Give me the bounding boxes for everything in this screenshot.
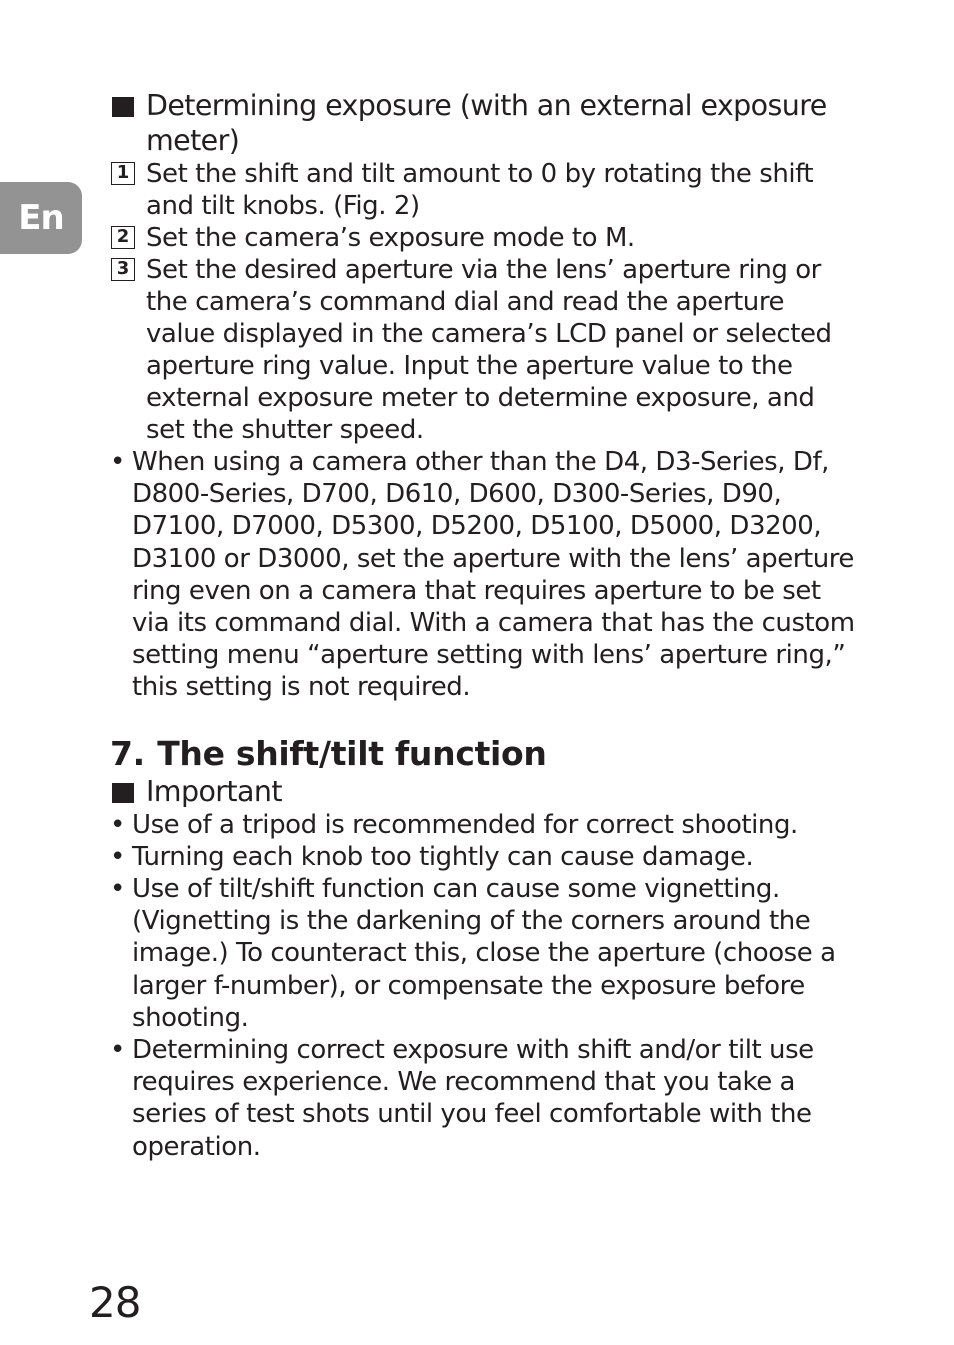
bullet-dot: • bbox=[110, 1035, 125, 1066]
page-number: 28 bbox=[89, 1278, 141, 1327]
bullet-dot: • bbox=[110, 809, 125, 840]
section-title-text: The shift/tilt function bbox=[157, 733, 547, 773]
step-2 bbox=[110, 222, 855, 254]
figure-reference: Fig. 2 bbox=[342, 191, 410, 221]
list-item bbox=[110, 809, 855, 841]
step-number-3: 3 bbox=[111, 258, 135, 281]
external-meter-heading bbox=[110, 88, 855, 158]
important-heading bbox=[110, 774, 855, 809]
list-item-text: Determining correct exposure with shift and/or tilt use requires experience. We recommend that you take a series of test shots until you feel comfortable with the operation. bbox=[132, 1035, 814, 1162]
important-heading-text: Important bbox=[146, 774, 282, 808]
step-3 bbox=[110, 254, 855, 446]
list-item-text: Use of tilt/shift function can cause some vignetting. (Vignetting is the darkening of the corners around the image.) To counteract this, close the aperture (choose a larger f-number), or compensate the exposure before shooting. bbox=[132, 874, 836, 1033]
list-item bbox=[110, 1034, 855, 1163]
camera-note-text: When using a camera other than the D4, D3-Series, Df, D800-Series, D700, D610, D600, D300-Series, D90, D7100, D7000, D5300, D5200, D5100, D5000, D3200, D3100 or D3000, set the aperture with the lens’ aperture ring even on a camera that requires aperture to be set via its command dial. With a camera that has the custom setting menu “aperture setting with lens’ aperture ring,” this setting is not required. bbox=[132, 447, 855, 703]
language-tab-label: En bbox=[18, 198, 64, 238]
step-number-1: 1 bbox=[111, 162, 135, 185]
list-item-text: Use of a tripod is recommended for correct shooting. bbox=[132, 809, 798, 840]
step-3-text: Set the desired aperture via the lens’ aperture ring or the camera’s command dial and read the aperture value displayed in the camera’s LCD panel or selected aperture ring value. Input the aperture value to the external exposure meter to determine exposure, and set the shutter speed. bbox=[146, 255, 832, 445]
list-item bbox=[110, 841, 855, 873]
square-bullet-icon bbox=[112, 97, 134, 117]
camera-note bbox=[110, 446, 855, 704]
step-number-2: 2 bbox=[111, 226, 135, 249]
bullet-dot: • bbox=[110, 874, 125, 905]
step-1-text-before: Set the shift and tilt amount to 0 by rotating the shift and tilt knobs. ( bbox=[146, 159, 814, 221]
step-1-text-after: ) bbox=[409, 191, 420, 221]
external-meter-heading-text: Determining exposure (with an external exposure meter) bbox=[146, 89, 827, 157]
step-2-text: Set the camera’s exposure mode to M. bbox=[146, 223, 635, 253]
language-tab bbox=[0, 182, 82, 254]
bullet-dot: • bbox=[110, 447, 125, 477]
page-content bbox=[110, 88, 855, 1163]
section-number: 7. bbox=[110, 733, 145, 773]
square-bullet-icon bbox=[112, 783, 134, 803]
list-item-text: Turning each knob too tightly can cause damage. bbox=[132, 841, 754, 872]
list-item bbox=[110, 873, 855, 1034]
step-1 bbox=[110, 158, 855, 222]
bullet-dot: • bbox=[110, 841, 125, 872]
section-title bbox=[110, 734, 855, 774]
